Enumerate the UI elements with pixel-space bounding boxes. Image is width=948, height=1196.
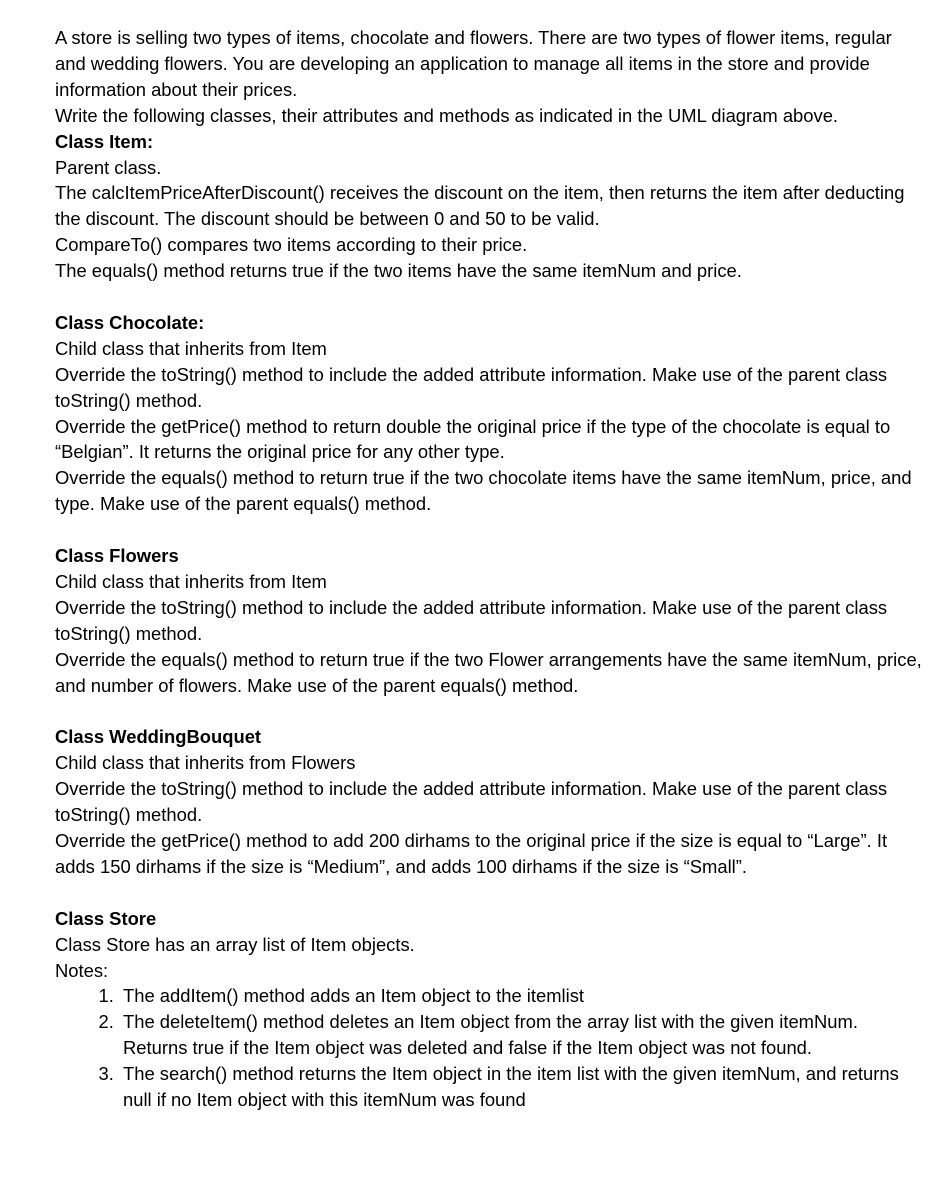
store-note-item: 3. The search() method returns the Item object in the item list with the given itemNum, and returns null if no Item object with this itemNum was found [119, 1061, 925, 1113]
chocolate-line: Override the equals() method to return true if the two chocolate items have the same itemNum, price, and type. Make use of the parent equals() method. [55, 467, 912, 515]
store-note-item: 2. The deleteItem() method deletes an Item object from the array list with the given itemNum. Returns true if the Item object was deleted and false if the Item object was not found. [119, 1009, 925, 1061]
store-notes-label: Notes: [55, 959, 109, 981]
document-page [55, 25, 925, 1113]
chocolate-line: Override the toString() method to include the added attribute information. Make use of the parent class toString() method. [55, 363, 888, 411]
wedding-line: Child class that inherits from Flowers [55, 752, 356, 774]
section-gap [55, 699, 925, 725]
flowers-line: Override the toString() method to include the added attribute information. Make use of the parent class toString() method. [55, 596, 888, 644]
flowers-line: Override the equals() method to return true if the two Flower arrangements have the same itemNum, price, and number of flowers. Make use of the parent equals() method. [55, 648, 922, 696]
section-gap [55, 517, 925, 543]
heading-class-flowers: Class Flowers [55, 545, 179, 567]
intro-instruction: Write the following classes, their attributes and methods as indicated in the UML diagram above. [55, 104, 839, 126]
heading-class-weddingbouquet: Class WeddingBouquet [55, 726, 262, 748]
flowers-line: Child class that inherits from Item [55, 571, 327, 592]
heading-class-item: Class Item: [55, 130, 154, 152]
item-line: The calcItemPriceAfterDiscount() receives the discount on the item, then returns the item after deducting the discount. The discount should be between 0 and 50 to be valid. [55, 182, 905, 230]
item-line: CompareTo() compares two items according to their price. [55, 234, 528, 256]
wedding-line: Override the getPrice() method to add 200 dirhams to the original price if the size is equal to “Large”. It adds 150 dirhams if the size is “Medium”, and adds 100 dirhams if the size is “Small”. [55, 830, 888, 877]
heading-class-chocolate: Class Chocolate: [55, 311, 205, 333]
item-line: The equals() method returns true if the two items have the same itemNum and price. [55, 260, 742, 282]
item-line: Parent class. [55, 156, 162, 178]
wedding-line: Override the toString() method to include the added attribute information. Make use of the parent class toString() method. [55, 778, 888, 826]
store-notes-list [55, 983, 925, 1113]
store-line: Class Store has an array list of Item objects. [55, 933, 415, 955]
chocolate-line: Override the getPrice() method to return double the original price if the type of the chocolate is equal to “Belgian”. It returns the original price for any other type. [55, 415, 891, 463]
chocolate-line: Child class that inherits from Item [55, 337, 327, 359]
heading-class-store: Class Store [55, 907, 157, 929]
intro-paragraph: A store is selling two types of items, chocolate and flowers. There are two types of flower items, regular and wedding flowers. You are developing an application to manage all items in the store and provide information about their prices. [55, 27, 892, 100]
store-note-item: 1. The addItem() method adds an Item object to the itemlist [119, 983, 925, 1009]
section-gap [55, 880, 925, 906]
section-gap [55, 284, 925, 310]
